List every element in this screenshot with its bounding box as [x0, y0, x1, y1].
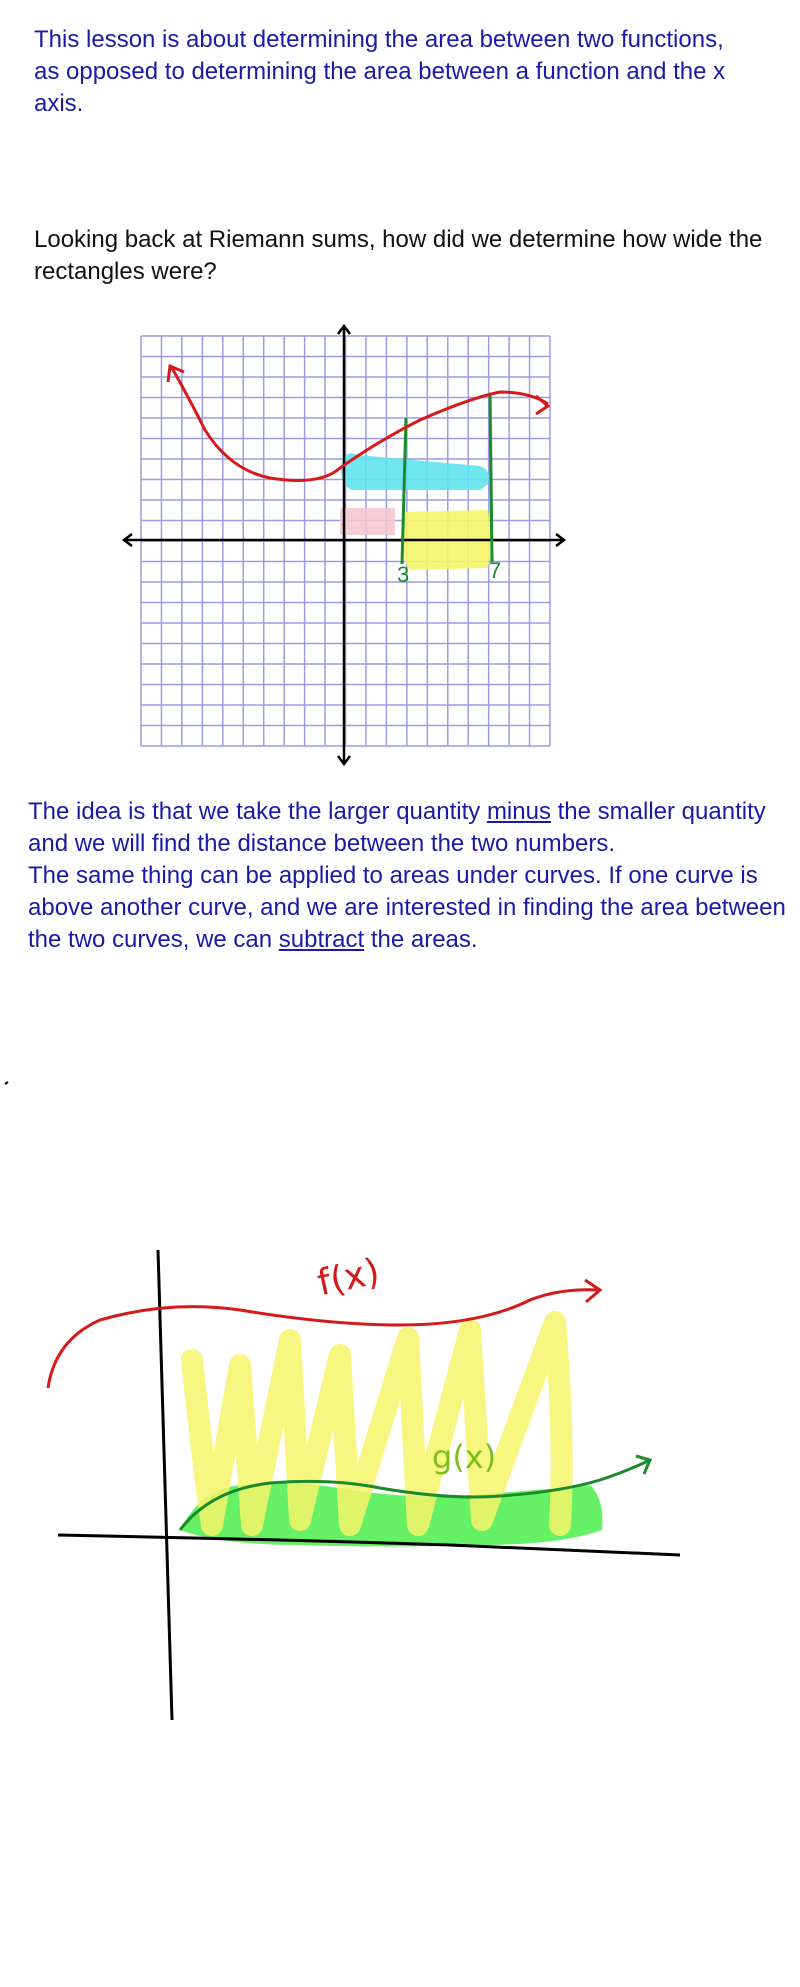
- g-label: g(x): [432, 1438, 497, 1476]
- explanation-line1-post: the smaller quantity and we will find the distance between the two numbers.: [28, 798, 766, 857]
- explanation-line1-pre: The idea is that we take the larger quantity: [28, 798, 487, 825]
- f-curve: [48, 1290, 600, 1388]
- graph2-y-axis: [158, 1250, 172, 1720]
- red-curve-right-arrow: [536, 396, 548, 414]
- explanation-line2-post: the areas.: [364, 926, 478, 953]
- minus-word: minus: [486, 798, 551, 825]
- riemann-question: Looking back at Riemann sums, how did we determine how wide the rectangles were?: [34, 226, 763, 285]
- stray-mark: [5, 1082, 8, 1084]
- explanation-line2-pre: The same thing can be applied to areas under curves. If one curve is above another curve, and we are interested in finding the area between the two curves, we can: [28, 862, 786, 953]
- intro-paragraph: This lesson is about determining the area between two functions, as opposed to determining the area between a function and the x axis.: [34, 26, 726, 117]
- f-label: f(x): [314, 1251, 384, 1305]
- subtract-word: subtract: [278, 926, 365, 953]
- right-bound-line: [490, 394, 492, 562]
- right-bound-label: 7: [489, 558, 502, 583]
- explanation-line1: [28, 796, 788, 860]
- explanation-line2: [28, 860, 788, 956]
- pink-highlight: [340, 508, 395, 535]
- explanation: [28, 796, 788, 956]
- left-bound-label: 3: [397, 562, 410, 587]
- area-between-curves-graph: [48, 1250, 680, 1720]
